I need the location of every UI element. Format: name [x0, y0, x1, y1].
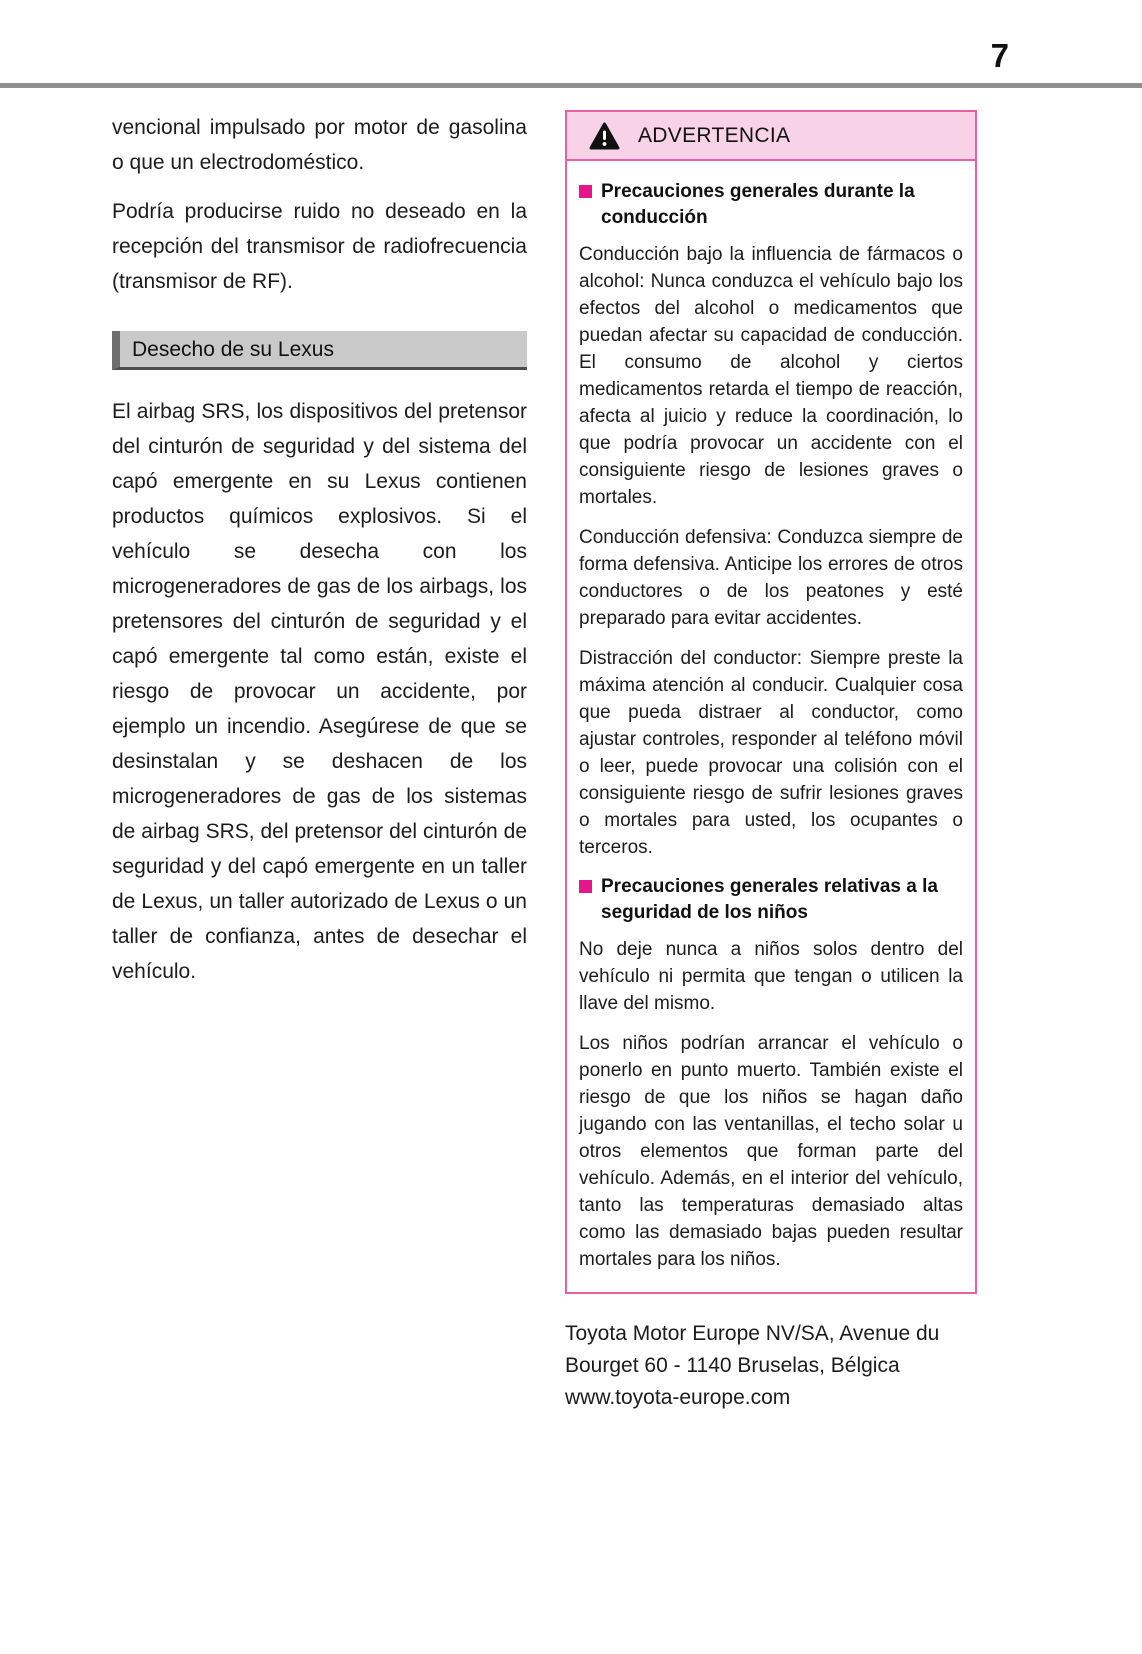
warning-section-heading: [579, 874, 963, 926]
warning-paragraph: No deje nunca a niños solos dentro del vehículo ni permita que tengan o utilicen la llave del mismo.: [579, 939, 963, 1014]
warning-paragraph: Distracción del conductor: Siempre preste la máxima atención al conducir. Cualquier cosa que pueda distraer al conductor, como ajustar controles, responder al teléfono móvil o leer, puede provocar una colisión con el consiguiente riesgo de sufrir lesiones graves o mortales para usted, los ocupantes o terceros.: [579, 648, 963, 858]
warning-body: [567, 161, 975, 1292]
bullet-square-icon: [579, 880, 592, 893]
page-content: [0, 88, 1142, 1414]
paragraph: El airbag SRS, los dispositivos del pretensor del cinturón de seguridad y del sistema del capó emergente en su Lexus contienen productos químicos explosivos. Si el vehículo se desecha con los microgeneradores de gas de los airbags, los pretensores del cinturón de seguridad y el capó emergente tal como están, existe el riesgo de provocar un accidente, por ejemplo un incendio. Asegúrese de que se desinstalan y se deshacen de los microgeneradores de gas de los sistemas de airbag SRS, del pretensor del cinturón de seguridad y del capó emergente en un taller de Lexus, un taller autorizado de Lexus o un taller de confianza, antes de desechar el vehículo.: [112, 400, 527, 983]
warning-box: [565, 110, 977, 1294]
paragraph: vencional impulsado por motor de gasolina o que un electrodoméstico.: [112, 116, 527, 174]
warning-paragraph: Los niños podrían arrancar el vehículo o ponerlo en punto muerto. También existe el riesgo de que los niños se hagan daño jugando con las ventanillas, el techo solar u otros elementos que forman parte del vehículo. Además, en el interior del vehículo, tanto las temperaturas demasiado altas como las demasiado bajas pueden resultar mortales para los niños.: [579, 1033, 963, 1270]
publisher-info: [565, 1318, 977, 1414]
section-heading: Desecho de su Lexus: [112, 331, 527, 370]
left-column: [112, 110, 527, 1414]
right-column: [565, 110, 977, 1414]
warning-header: [567, 112, 975, 161]
publisher-website: www.toyota-europe.com: [565, 1386, 791, 1409]
warning-section-heading: [579, 179, 963, 231]
warning-paragraph: Conducción bajo la influencia de fármacos o alcohol: Nunca conduzca el vehículo bajo los efectos del alcohol o medicamentos que puedan afectar su capacidad de conducción. El consumo de alcohol y ciertos medicamentos retarda el tiempo de reacción, afecta al juicio y reduce la coordinación, lo que podría provocar un accidente con el consiguiente riesgo de lesiones graves o mortales.: [579, 244, 963, 508]
publisher-address: Toyota Motor Europe NV/SA, Avenue du Bourget 60 - 1140 Bruselas, Bélgica: [565, 1322, 940, 1377]
warning-paragraph: Conducción defensiva: Conduzca siempre de forma defensiva. Anticipe los errores de otros conductores o de los peatones y esté preparado para evitar accidentes.: [579, 527, 963, 629]
page-number: 7: [990, 37, 1009, 74]
warning-triangle-icon: [589, 122, 620, 150]
bullet-square-icon: [579, 185, 592, 198]
warning-section-heading-label: Precauciones generales durante la conducción: [601, 181, 915, 228]
page-header: [0, 0, 1142, 83]
warning-title: ADVERTENCIA: [638, 124, 791, 147]
paragraph: Podría producirse ruido no deseado en la recepción del transmisor de radiofrecuencia (transmisor de RF).: [112, 200, 527, 293]
warning-section-heading-label: Precauciones generales relativas a la seguridad de los niños: [601, 876, 938, 923]
